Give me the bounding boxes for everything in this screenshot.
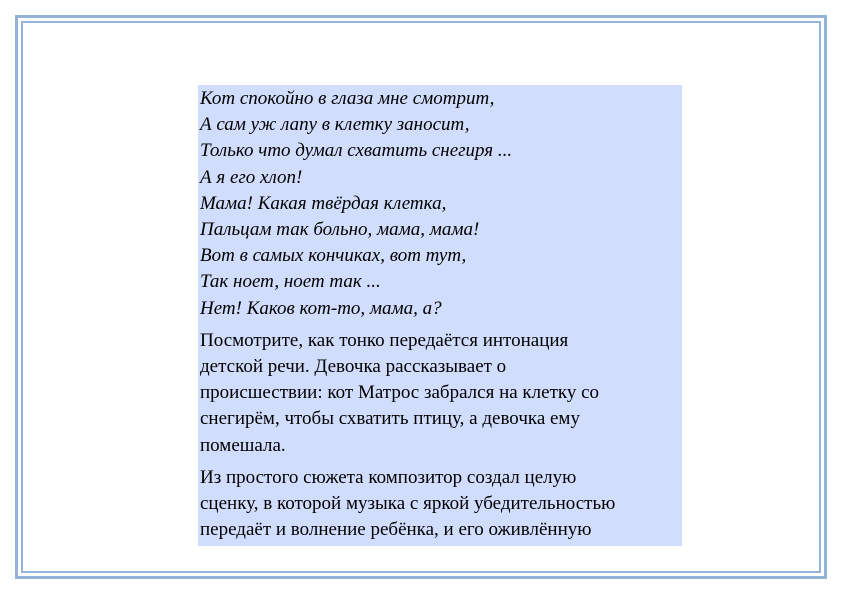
poem-line: Так ноет, ноет так ...	[200, 271, 381, 293]
poem-quote	[200, 86, 682, 322]
paragraph-line: Посмотрите, как тонко передаётся интонация	[200, 329, 569, 351]
poem-line: А сам уж лапу в клетку заносит,	[200, 114, 470, 136]
poem-line: А я его хлоп!	[200, 166, 303, 188]
commentary-paragraph-1	[200, 328, 682, 459]
poem-line: Вот в самых кончиках, вот тут,	[200, 245, 467, 267]
poem-line: Нет! Каков кот-то, мама, а?	[200, 297, 442, 319]
paragraph-line: снегирём, чтобы схватить птицу, а девочка ему	[200, 408, 580, 430]
poem-line: Мама! Какая твёрдая клетка,	[200, 192, 447, 214]
poem-line: Пальцам так больно, мама, мама!	[200, 219, 480, 241]
poem-line: Только что думал схватить снегиря ...	[200, 140, 513, 162]
poem-line: Кот спокойно в глаза мне смотрит,	[200, 88, 495, 109]
paragraph-line: передаёт и волнение ребёнка, и его оживлённую	[200, 519, 592, 541]
commentary-paragraph-2	[200, 465, 682, 544]
paragraph-line: сценку, в которой музыка с яркой убедительностью	[200, 493, 616, 515]
paragraph-line: детской речи. Девочка рассказывает о	[200, 356, 507, 378]
paragraph-line: Из простого сюжета композитор создал целую	[200, 466, 577, 488]
text-box	[198, 85, 682, 546]
paragraph-line: происшествии: кот Матрос забрался на клетку со	[200, 382, 600, 404]
paragraph-line: помешала.	[200, 434, 286, 456]
